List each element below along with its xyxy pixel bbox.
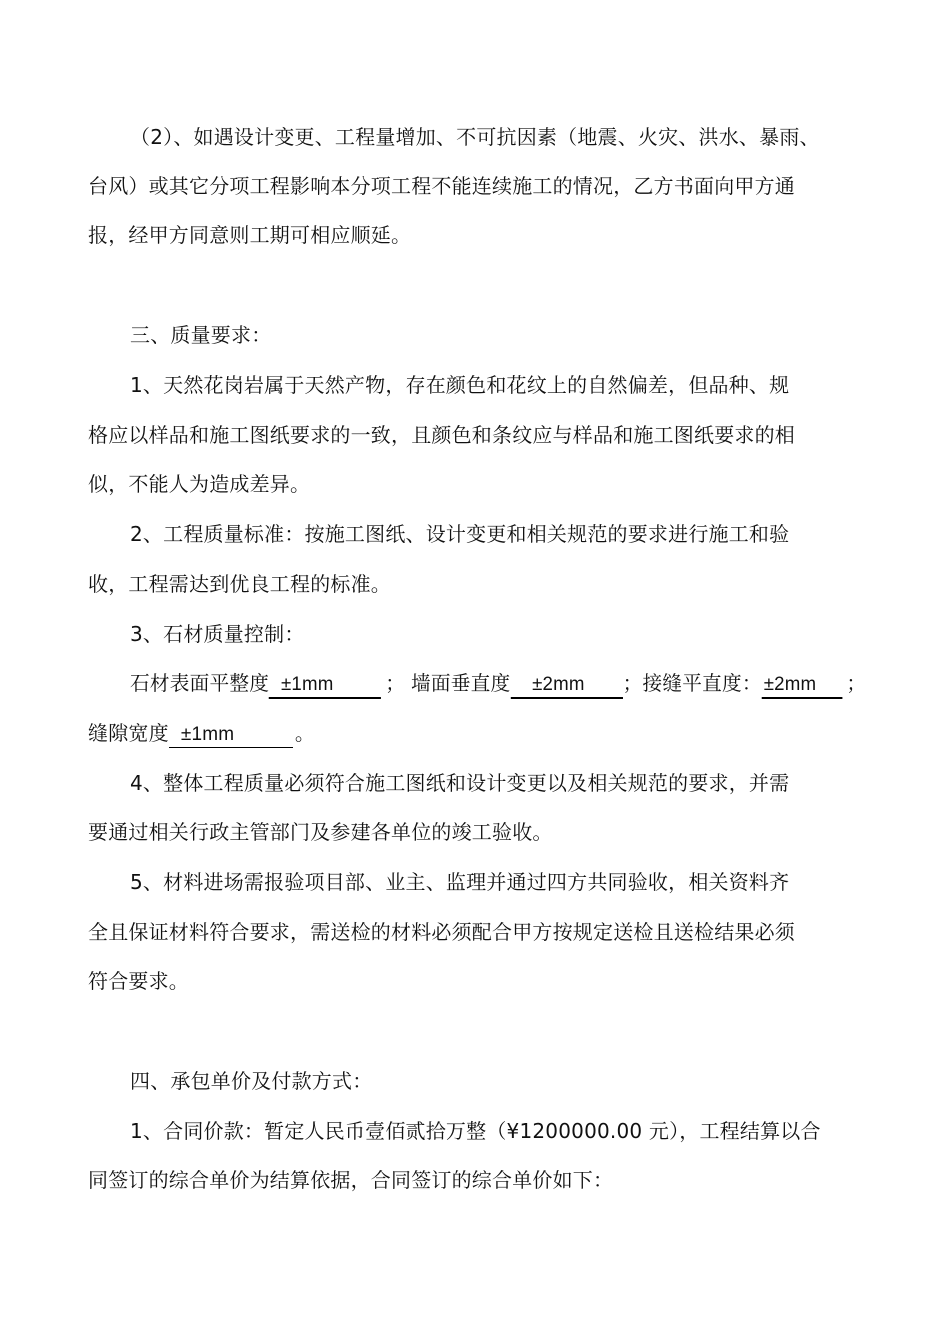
joint-straightness-label: 接缝平直度： [642,671,762,695]
paragraph-line: 收，工程需达到优良工程的标准。 [88,572,391,596]
paragraph-line: 1、天然花岗岩属于天然产物，存在颜色和花纹上的自然偏差，但品种、规 [130,373,790,397]
tolerance-line [88,720,315,748]
paragraph-line: 报，经甲方同意则工期可相应顺延。 [88,223,412,247]
paragraph-line: 全且保证材料符合要求，需送检的材料必须配合甲方按规定送检且送检结果必须 [88,920,795,944]
gap-width-value: ±1mm [169,723,293,748]
period: 。 [294,721,316,745]
surface-flatness-label: 石材表面平整度 [130,671,270,695]
paragraph-line: 符合要求。 [88,969,189,993]
paragraph-line: 格应以样品和施工图纸要求的一致，且颜色和条纹应与样品和施工图纸要求的相 [88,423,795,447]
paragraph-line: 同签订的综合单价为结算依据，合同签订的综合单价如下： [88,1168,614,1192]
separator: ； [385,671,406,695]
paragraph-line: 1、合同价款：暂定人民币壹佰贰拾万整（¥1200000.00 元），工程结算以合 [130,1119,821,1143]
paragraph-line: 要通过相关行政主管部门及参建各单位的竣工验收。 [88,820,553,844]
surface-flatness-value: ±1mm [269,673,381,699]
gap-width-label: 缝隙宽度 [88,721,169,745]
paragraph-line: （2）、如遇设计变更、工程量增加、不可抗因素（地震、火灾、洪水、暴雨、 [130,125,820,149]
wall-verticality-value: ±2mm [510,673,622,699]
separator: ； [846,671,867,695]
paragraph-line: 4、整体工程质量必须符合施工图纸和设计变更以及相关规范的要求，并需 [130,771,790,795]
paragraph-line: 台风）或其它分项工程影响本分项工程不能连续施工的情况，乙方书面向甲方通 [88,174,795,198]
paragraph-line: 2、工程质量标准：按施工图纸、设计变更和相关规范的要求进行施工和验 [130,522,790,546]
tolerance-line [130,670,866,699]
item-title: 3、石材质量控制： [130,622,305,646]
wall-verticality-label: 墙面垂直度 [411,671,511,695]
joint-straightness-value: ±2mm [762,673,843,699]
section-heading: 三、质量要求： [130,323,272,347]
paragraph-line: 似，不能人为造成差异。 [88,472,311,496]
separator: ； [622,671,643,695]
section-heading: 四、承包单价及付款方式： [130,1069,373,1093]
paragraph-line: 5、材料进场需报验项目部、业主、监理并通过四方共同验收，相关资料齐 [130,870,790,894]
